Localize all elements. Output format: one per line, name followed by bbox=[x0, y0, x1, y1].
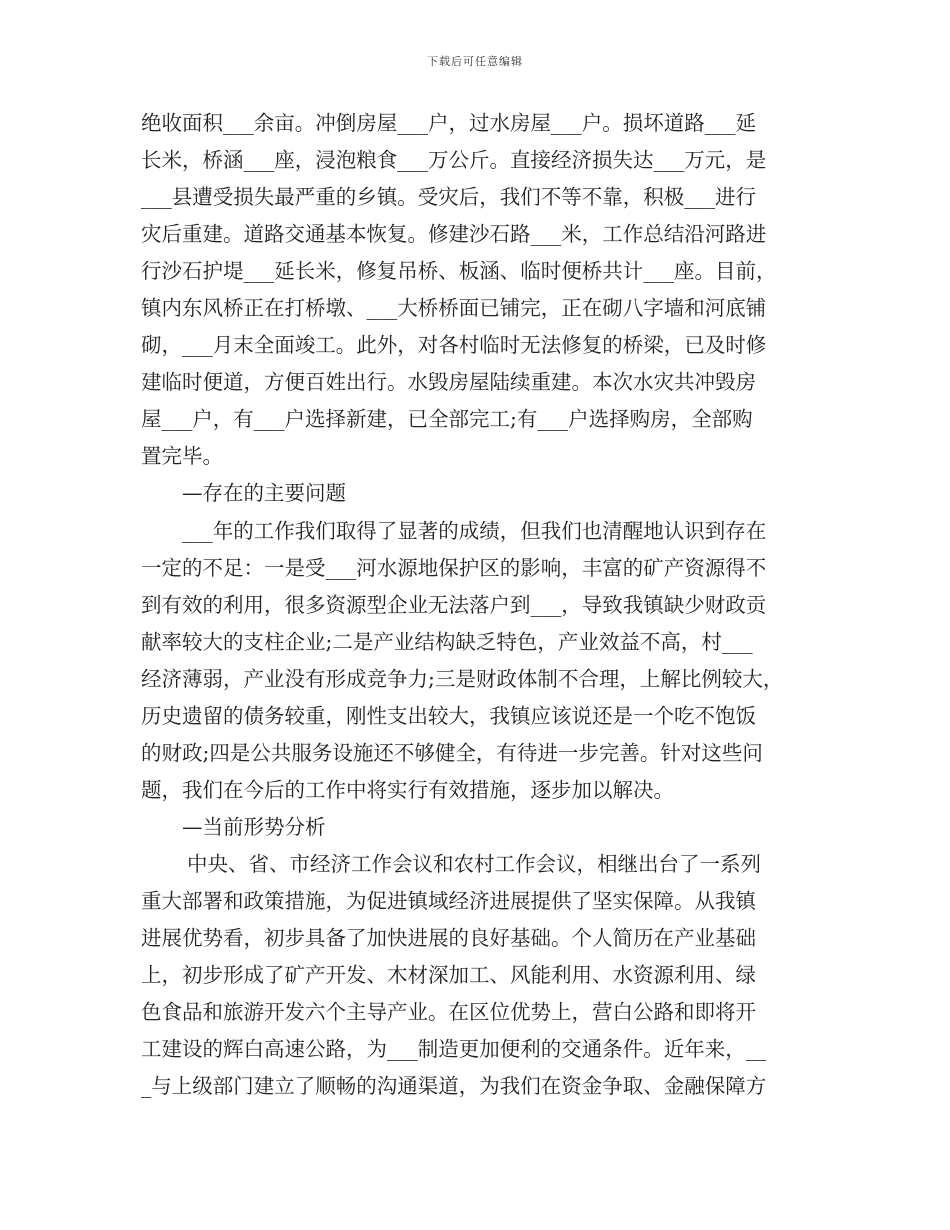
text-line: _与上级部门建立了顺畅的沟通渠道，为我们在资金争取、金融保障方 bbox=[141, 1074, 767, 1098]
text-line: 建临时便道，方便百姓出行。水毁房屋陆续重建。本次水灾共冲毁房 bbox=[141, 370, 756, 394]
text-line: 屋___户，有___户选择新建，已全部完工;有___户选择购房，全部购 bbox=[141, 407, 753, 431]
text-line: 砌，___月末全面竣工。此外，对各村临时无法修复的桥梁，已及时修 bbox=[141, 333, 767, 357]
text-line: 色食品和旅游开发六个主导产业。在区位优势上，营白公路和即将开 bbox=[141, 1000, 756, 1024]
text-line: 上，初步形成了矿产开发、木材深加工、风能利用、水资源利用、绿 bbox=[141, 963, 756, 987]
text-line: 到有效的利用，很多资源型企业无法落户到___，导致我镇缺少财政贡 bbox=[141, 593, 767, 617]
section-heading: —当前形势分析 bbox=[182, 815, 326, 839]
section-heading: —存在的主要问题 bbox=[182, 481, 346, 505]
text-line: 置完毕。 bbox=[141, 444, 223, 468]
text-line: ___县遭受损失最严重的乡镇。受灾后，我们不等不靠，积极___进行 bbox=[141, 185, 756, 209]
text-line: 进展优势看，初步具备了加快进展的良好基础。个人简历在产业基础 bbox=[141, 926, 756, 950]
text-line: 题，我们在今后的工作中将实行有效措施，逐步加以解决。 bbox=[141, 778, 674, 802]
page-header: 下载后可任意编辑 bbox=[427, 55, 523, 68]
text-line: ___年的工作我们取得了显著的成绩，但我们也清醒地认识到存在 bbox=[182, 519, 767, 543]
text-line: 灾后重建。道路交通基本恢复。修建沙石路___米，工作总结沿河路进 bbox=[141, 222, 767, 246]
text-line: 长米，桥涵___座，浸泡粮食___万公斤。直接经济损失达___万元，是 bbox=[141, 148, 767, 172]
text-line: 镇内东风桥正在打桥墩、___大桥桥面已铺完，正在砌八字墙和河底铺 bbox=[141, 296, 767, 320]
text-line: 经济薄弱，产业没有形成竞争力;三是财政体制不合理，上解比例较大， bbox=[141, 667, 784, 691]
text-line: 重大部署和政策措施，为促进镇域经济进展提供了坚实保障。从我镇 bbox=[141, 889, 756, 913]
text-line: 工建设的辉白高速公路，为___制造更加便利的交通条件。近年来，__ bbox=[141, 1037, 767, 1061]
text-line: 历史遗留的债务较重，刚性支出较大，我镇应该说还是一个吃不饱饭 bbox=[141, 704, 756, 728]
text-line: 献率较大的支柱企业;二是产业结构缺乏特色，产业效益不高，村___ bbox=[141, 630, 753, 654]
text-line: 绝收面积___余亩。冲倒房屋___户，过水房屋___户。损坏道路___延 bbox=[141, 111, 756, 135]
text-line: 中央、省、市经济工作会议和农村工作会议，相继出台了一系列 bbox=[187, 852, 761, 876]
text-line: 的财政;四是公共服务设施还不够健全，有待进一步完善。针对这些问 bbox=[141, 741, 763, 765]
text-line: 一定的不足：一是受___河水源地保护区的影响，丰富的矿产资源得不 bbox=[141, 556, 767, 580]
text-line: 行沙石护堤___延长米，修复吊桥、板涵、临时便桥共计___座。目前， bbox=[141, 259, 777, 283]
